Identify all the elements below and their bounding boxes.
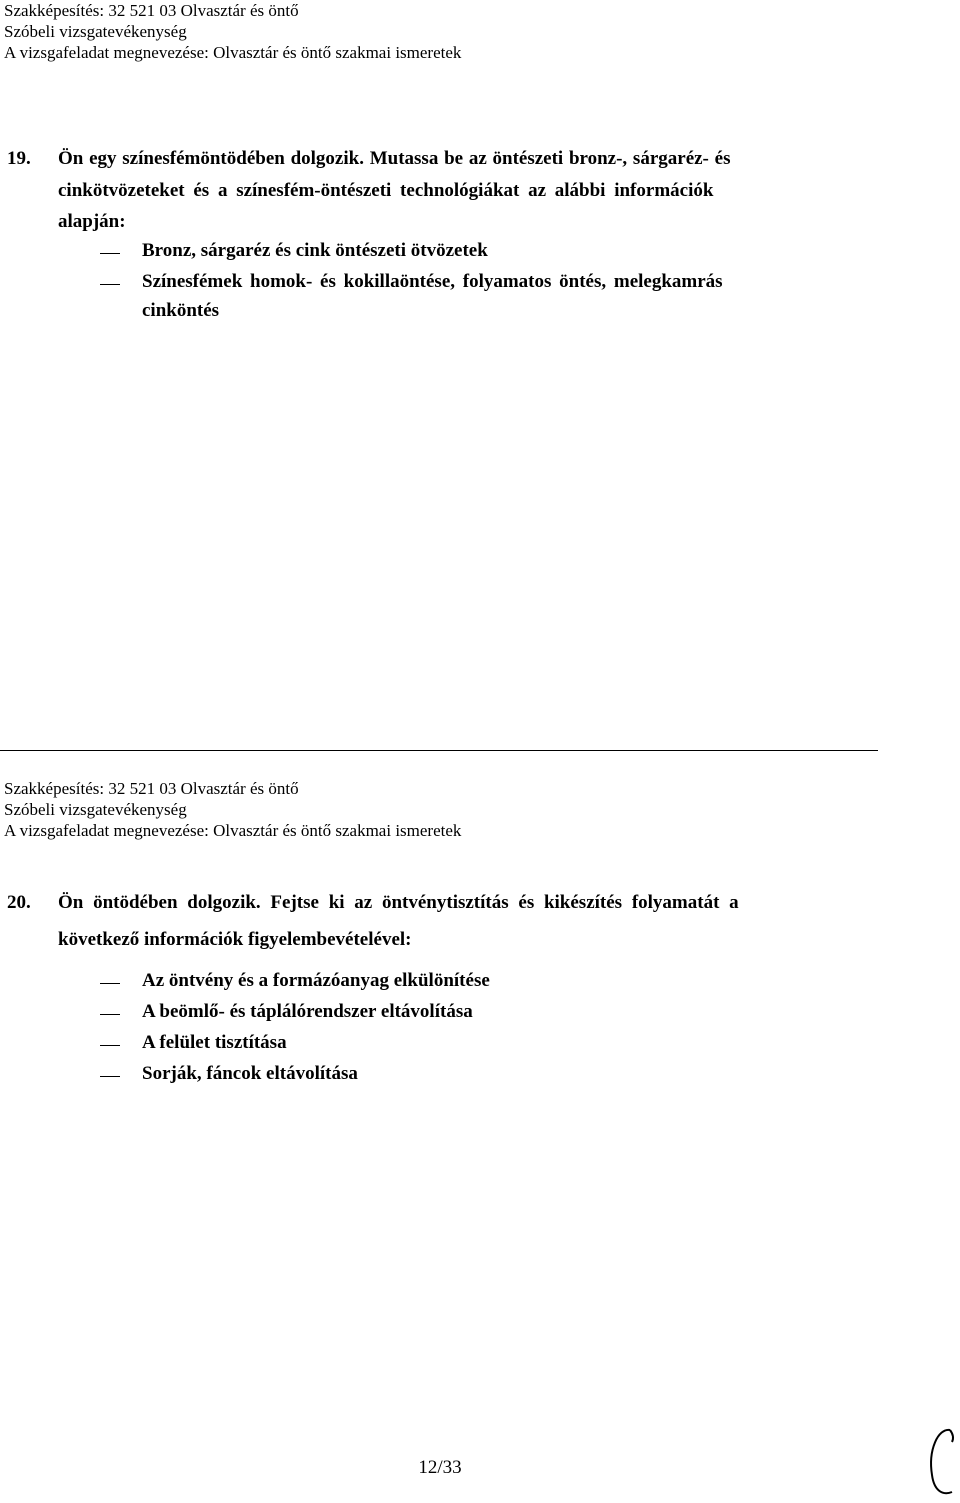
header-qualification: Szakképesítés: 32 521 03 Olvasztár és öntő	[4, 779, 299, 798]
bullet-dash	[100, 1076, 120, 1077]
bullet-dash	[100, 1014, 120, 1015]
bullet-dash	[100, 1045, 120, 1046]
bullet-dash	[100, 983, 120, 984]
header-task-name: A vizsgafeladat megnevezése: Olvasztár és öntő szakmai ismeretek	[4, 43, 462, 62]
question-number: 20.	[7, 892, 31, 913]
page-header	[4, 0, 461, 63]
page-header-2	[4, 778, 461, 841]
page-number: 12/33	[418, 1457, 462, 1478]
list-item: Színesfémek homok- és kokillaöntése, folyamatos öntés, melegkamrás	[142, 271, 723, 292]
list-item-continuation: cinköntés	[142, 300, 220, 321]
question-text-line: Ön egy színesfémöntödében dolgozik. Mutassa be az öntészeti bronz-, sárgaréz- és	[58, 148, 731, 169]
header-exam-type: Szóbeli vizsgatevékenység	[4, 800, 187, 819]
header-task-name: A vizsgafeladat megnevezése: Olvasztár és öntő szakmai ismeretek	[4, 821, 462, 840]
header-qualification: Szakképesítés: 32 521 03 Olvasztár és öntő	[4, 1, 299, 20]
section-divider	[0, 750, 878, 751]
question-number: 19.	[7, 148, 31, 169]
list-item: A beömlő- és táplálórendszer eltávolítása	[142, 1001, 473, 1022]
list-item: Bronz, sárgaréz és cink öntészeti ötvözetek	[142, 240, 488, 261]
question-text-line: cinkötvözeteket és a színesfém-öntészeti technológiákat az alábbi információk	[58, 180, 714, 201]
header-exam-type: Szóbeli vizsgatevékenység	[4, 22, 187, 41]
question-text-line: alapján:	[58, 211, 126, 232]
question-text-line: következő információk figyelembevételével:	[58, 929, 412, 950]
list-item: Az öntvény és a formázóanyag elkülönítése	[142, 970, 490, 991]
list-item: Sorják, fáncok eltávolítása	[142, 1063, 358, 1084]
bullet-dash	[100, 253, 120, 254]
list-item: A felület tisztítása	[142, 1032, 287, 1053]
handwritten-signature-icon	[920, 1420, 960, 1500]
question-text-line: Ön öntödében dolgozik. Fejtse ki az öntvénytisztítás és kikészítés folyamatát a	[58, 892, 739, 913]
bullet-dash	[100, 284, 120, 285]
